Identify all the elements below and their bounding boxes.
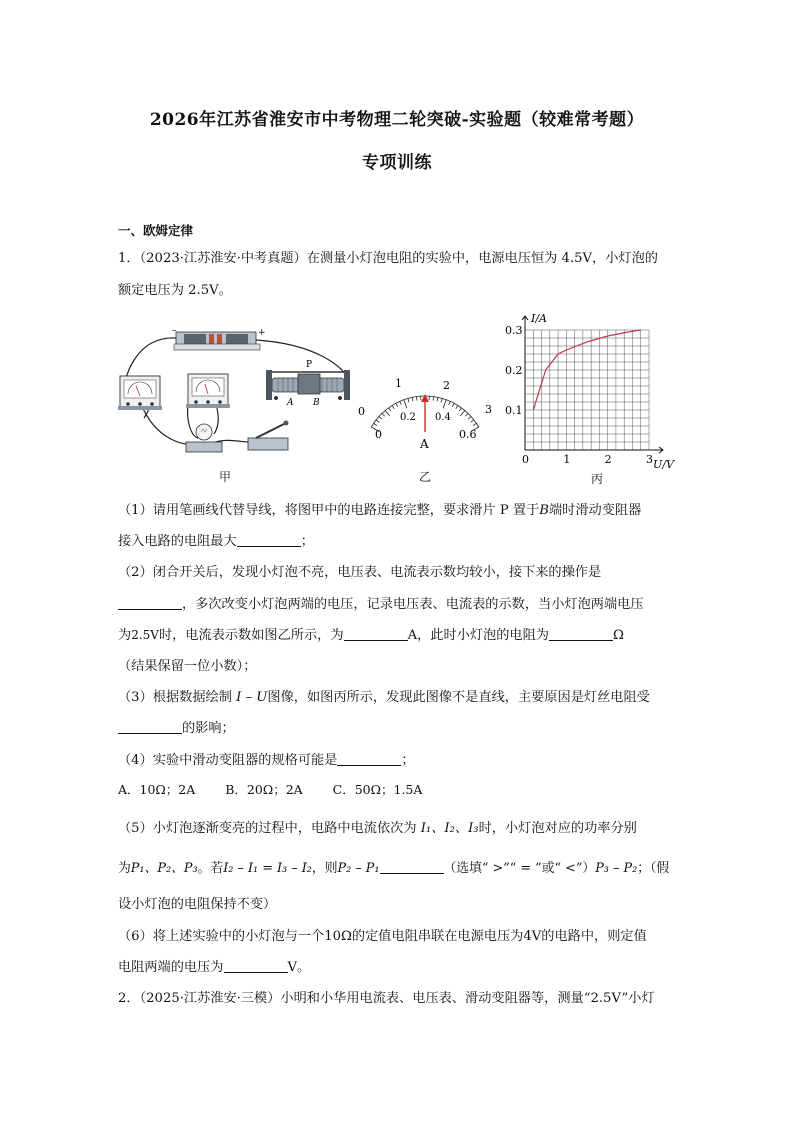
dial-tick — [471, 420, 474, 422]
dial-tick — [459, 408, 461, 411]
dial-tick — [396, 403, 398, 407]
y-tick-label: 0.1 — [505, 404, 523, 417]
answer-blank[interactable] — [118, 596, 182, 610]
dial-tick — [460, 411, 464, 416]
q1-part6-line2: 电阻两端的电压为 V。 — [118, 960, 311, 975]
meter-left — [118, 376, 162, 410]
answer-blank[interactable] — [380, 860, 444, 874]
answer-blank[interactable] — [224, 959, 288, 973]
dial-tick — [379, 417, 382, 420]
dial-tick — [392, 405, 394, 408]
x-tick-label: 0 — [522, 453, 529, 466]
answer-blank[interactable] — [237, 533, 301, 547]
q1-part3-line1: （3）根据数据绘制 I – U图像，如图丙所示，发现此图像不是直线，主要原因是灯丝电阻受 — [118, 690, 650, 705]
dial-tick — [437, 397, 438, 401]
x-tick-label: 3 — [646, 453, 653, 466]
q1-options — [118, 780, 422, 798]
q1-intro-line1: 1．（2023·江苏淮安·中考真题）在测量小灯泡电阻的实验中，电源电压恒为 4.5V，小灯泡的 — [118, 251, 658, 266]
y-tick-label: 0.3 — [505, 324, 523, 337]
dial-tick — [389, 408, 391, 411]
svg-text:0.2: 0.2 — [400, 412, 416, 423]
x-tick-label: 1 — [563, 453, 571, 466]
svg-text:2: 2 — [443, 379, 450, 392]
dial-tick — [412, 397, 413, 401]
q1-part3-line2: 的影响； — [118, 717, 235, 736]
dial-tick — [456, 405, 458, 408]
q1-part5-line3: 设小灯泡的电阻保持不变） — [118, 897, 277, 912]
y-axis-label: I/A — [531, 312, 547, 325]
y-tick-label: 0.2 — [505, 364, 523, 377]
dial-tick — [400, 401, 402, 405]
dial-tick — [382, 413, 385, 416]
q1-part5-line1: （5）小灯泡逐渐变亮的过程中，电路中电流依次为 I₁、I₂、I₃时，小灯泡对应的功率分别 — [118, 821, 637, 836]
switch — [248, 421, 289, 451]
battery — [172, 326, 266, 350]
q1-part2-line4: （结果保留一位小数）； — [118, 659, 257, 674]
dial-tick — [465, 413, 468, 416]
dial-tick — [408, 398, 409, 402]
fig-label-bing: 丙 — [591, 472, 604, 486]
dial-tick — [385, 411, 389, 416]
q2-intro: 2．（2025·江苏淮安·三模）小明和小华用电流表、电压表、滑动变阻器等，测量“2.5V”小灯 — [118, 991, 655, 1006]
option-a: A．10Ω；2A — [118, 782, 196, 797]
dial-tick — [416, 397, 417, 401]
fig-label-yi: 乙 — [419, 470, 432, 484]
svg-text:–: – — [172, 326, 177, 336]
dial-tick — [433, 397, 434, 401]
q1-part5-line2: 为P₁、P₂、P₃。若I₂ – I₁ = I₃ – I₂，则P₂ – P₁ （选填“ >”“ = ”或“ <”）P₃ – P₂；（假 — [118, 861, 670, 876]
svg-text:0.4: 0.4 — [435, 412, 451, 423]
svg-text:0.6: 0.6 — [459, 428, 477, 441]
q1-part4: （4）实验中滑动变阻器的规格可能是 ； — [118, 753, 415, 768]
svg-text:0: 0 — [358, 405, 365, 418]
answer-blank[interactable] — [337, 752, 401, 766]
q1-part6-line1: （6）将上述实验中的小灯泡与一个10Ω的定值电阻串联在电源电压为4V的电路中，则定值 — [118, 929, 647, 944]
dial-tick — [441, 398, 442, 402]
q1-part1-line2: 接入电路的电阻最大 ； — [118, 534, 314, 549]
dial-tick — [376, 420, 379, 422]
answer-blank[interactable] — [549, 627, 613, 641]
q1-intro-line2: 额定电压为 2.5V。 — [118, 283, 232, 298]
answer-blank[interactable] — [118, 720, 182, 734]
option-c: C．50Ω；1.5A — [332, 782, 423, 797]
svg-text:B: B — [313, 398, 320, 408]
dial-tick — [443, 400, 446, 408]
svg-text:P: P — [306, 360, 313, 370]
dial-tick — [473, 423, 476, 425]
rheostat — [266, 360, 350, 408]
svg-text:A: A — [287, 398, 294, 408]
svg-text:3: 3 — [485, 403, 492, 416]
dial-tick — [452, 403, 454, 407]
q1-part2-line3: 为2.5V时，电流表示数如图乙所示，为 A，此时小灯泡的电阻为 Ω — [118, 628, 624, 643]
x-axis-label: U/V — [653, 458, 674, 471]
q1-part1-line1: （1）请用笔画线代替导线，将图甲中的电路连接完整，要求滑片 P 置于B端时滑动变阻器 — [118, 503, 642, 518]
dial-tick — [374, 423, 377, 425]
dial-tick — [404, 400, 407, 408]
fig-label-jia: 甲 — [219, 470, 232, 484]
svg-text:A: A — [420, 437, 429, 451]
answer-blank[interactable] — [344, 627, 408, 641]
x-tick-label: 2 — [604, 453, 612, 466]
section-heading: 一、欧姆定律 — [118, 223, 194, 238]
dial-tick — [449, 401, 451, 405]
iu-graph — [503, 310, 683, 472]
x-axis — [525, 447, 663, 453]
page-title: 2026年江苏省淮安市中考物理二轮突破-实验题（较难常考题） — [149, 110, 645, 130]
meter-right — [186, 374, 230, 408]
svg-text:0: 0 — [375, 428, 382, 441]
y-axis — [522, 316, 528, 450]
svg-text:+: + — [258, 328, 266, 338]
svg-text:1: 1 — [395, 377, 402, 390]
q1-part2-line1: （2）闭合开关后，发现小灯泡不亮，电压表、电流表示数均较小，接下来的操作是 — [118, 565, 602, 580]
option-b: B．20Ω；2A — [225, 782, 303, 797]
page-subtitle: 专项训练 — [362, 153, 432, 173]
dial-tick — [468, 417, 471, 420]
ammeter-dial — [355, 370, 495, 452]
circuit-diagram — [116, 326, 356, 458]
q1-part2-line2: ，多次改变小灯泡两端的电压，记录电压表、电流表的示数，当小灯泡两端电压 — [118, 593, 644, 612]
